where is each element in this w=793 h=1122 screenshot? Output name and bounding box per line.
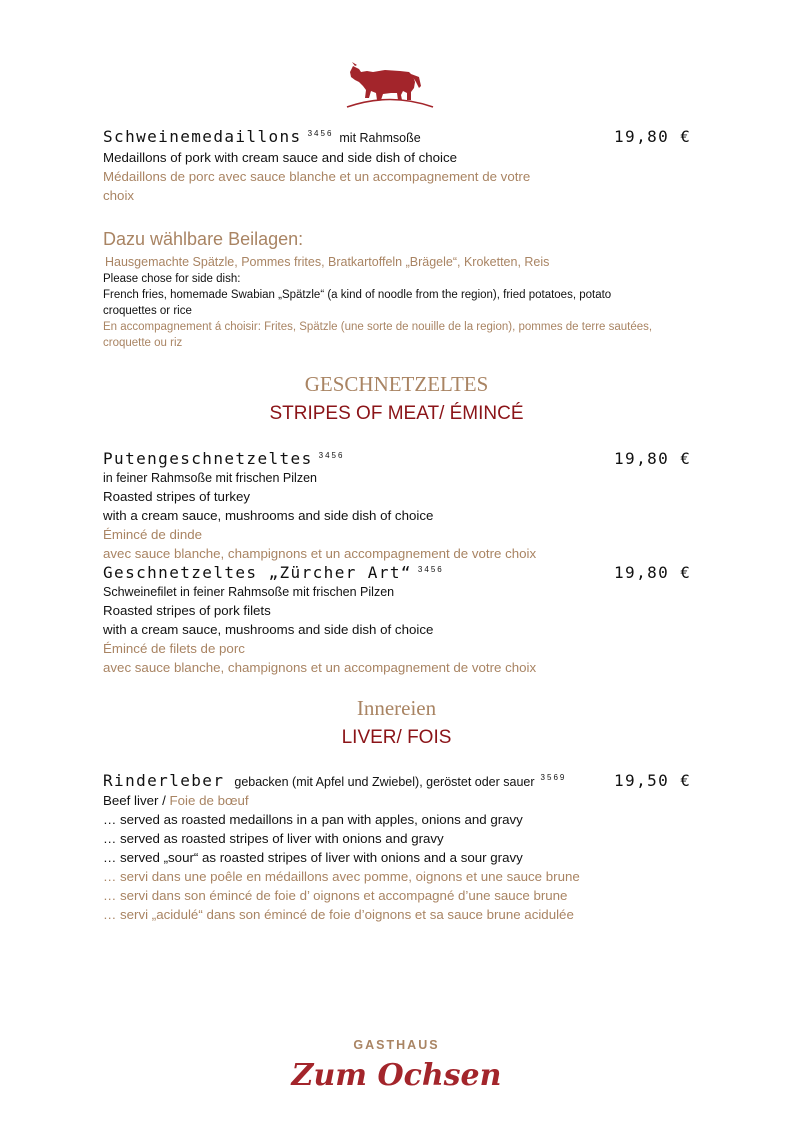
- dish-subtitle: mit Rahmsoße: [339, 131, 421, 145]
- dish-name-schweinemedaillons: [103, 127, 421, 146]
- dish-description: [103, 791, 580, 924]
- allergen-codes: 3456: [318, 450, 345, 460]
- side-dishes-title: Dazu wählbare Beilagen:: [103, 229, 304, 249]
- price: 19,80 €: [614, 449, 692, 468]
- description-fr: avec sauce blanche, champignons et un accompagnement de votre choix: [103, 546, 537, 561]
- description-fr: … servi „acidulé“ dans son émincé de foie d’oignons et sa sauce brune acidulée: [103, 907, 574, 922]
- brand-gasthaus: GASTHAUS: [353, 1038, 440, 1052]
- description-fr: Émincé de filets de porc: [103, 641, 245, 656]
- price: 19,80 €: [614, 563, 692, 582]
- side-dishes-en: croquettes or rice: [103, 305, 192, 317]
- price: 19,80 €: [614, 127, 692, 146]
- dish-name-zuercher-art: [103, 563, 444, 582]
- dish-name: Geschnetzeltes „Zürcher Art“: [103, 563, 412, 582]
- description-en: … served as roasted stripes of liver with onions and gravy: [103, 831, 444, 846]
- description-en: … served „sour“ as roasted stripes of liver with onions and a sour gravy: [103, 850, 523, 865]
- description-de: Schweinefilet in feiner Rahmsoße mit frischen Pilzen: [103, 585, 395, 599]
- description-fr: … servi dans son émincé de foie d’ oignons et accompagné d’une sauce brune: [103, 888, 568, 903]
- side-dishes-fr: croquette ou riz: [103, 337, 183, 349]
- description-en: Roasted stripes of pork filets: [103, 603, 271, 618]
- description-fr: choix: [103, 188, 135, 203]
- description-fr: Médaillons de porc avec sauce blanche et un accompagnement de votre: [103, 169, 531, 184]
- dish-name: Putengeschnetzeltes: [103, 449, 313, 468]
- logo: [345, 60, 435, 115]
- dish-name: Rinderleber: [103, 771, 225, 790]
- description-de: in feiner Rahmsoße mit frischen Pilzen: [103, 471, 317, 485]
- description-en: Roasted stripes of turkey: [103, 489, 251, 504]
- dish-name: Schweinemedaillons: [103, 127, 302, 146]
- title-fr: Foie de bœuf: [169, 793, 249, 808]
- side-dishes-de: Hausgemachte Spätzle, Pommes frites, Bratkartoffeln „Brägele“, Kroketten, Reis: [105, 255, 550, 269]
- section-title-de: GESCHNETZELTES: [304, 372, 489, 396]
- allergen-codes: 3456: [307, 128, 334, 138]
- description-fr: avec sauce blanche, champignons et un accompagnement de votre choix: [103, 660, 537, 675]
- description-fr: Émincé de dinde: [103, 527, 203, 542]
- section-title-en: STRIPES OF MEAT/ ÉMINCÉ: [269, 403, 524, 424]
- description-en: … served as roasted medaillons in a pan with apples, onions and gravy: [103, 812, 523, 827]
- bull-icon: [345, 60, 435, 110]
- dish-name-putengeschnetzeltes: [103, 449, 344, 468]
- side-dishes-fr: En accompagnement á choisir: Frites, Spätzle (une sorte de nouille de la region), pommes de terre sautées,: [103, 321, 653, 333]
- price: 19,50 €: [614, 771, 692, 790]
- dish-description: [103, 148, 593, 205]
- dish-subtitle: gebacken (mit Apfel und Zwiebel), geröstet oder sauer: [234, 775, 535, 789]
- side-dishes-list: [103, 254, 652, 351]
- brand-logo-script: Zum Ochsen: [291, 1058, 502, 1093]
- section-title-en: LIVER/ FOIS: [341, 727, 452, 748]
- description-en: with a cream sauce, mushrooms and side dish of choice: [103, 622, 434, 637]
- section-title-de: Innereien: [356, 696, 437, 720]
- description-fr: … servi dans une poêle en médaillons avec pomme, oignons et une sauce brune: [103, 869, 580, 884]
- description-title: [103, 791, 580, 810]
- description-en: with a cream sauce, mushrooms and side dish of choice: [103, 508, 434, 523]
- side-dishes-en-intro: Please chose for side dish:: [103, 273, 241, 285]
- allergen-codes: 3456: [417, 564, 444, 574]
- allergen-codes: 3569: [540, 772, 567, 782]
- title-en: Beef liver /: [103, 793, 166, 808]
- side-dishes-en: French fries, homemade Swabian „Spätzle“ (a kind of noodle from the region), fried potatoes, potato: [103, 289, 612, 301]
- dish-name-rinderleber: [103, 771, 566, 790]
- dish-description: [103, 469, 536, 563]
- dish-description: [103, 583, 536, 677]
- description-en: Medaillons of pork with cream sauce and side dish of choice: [103, 150, 458, 165]
